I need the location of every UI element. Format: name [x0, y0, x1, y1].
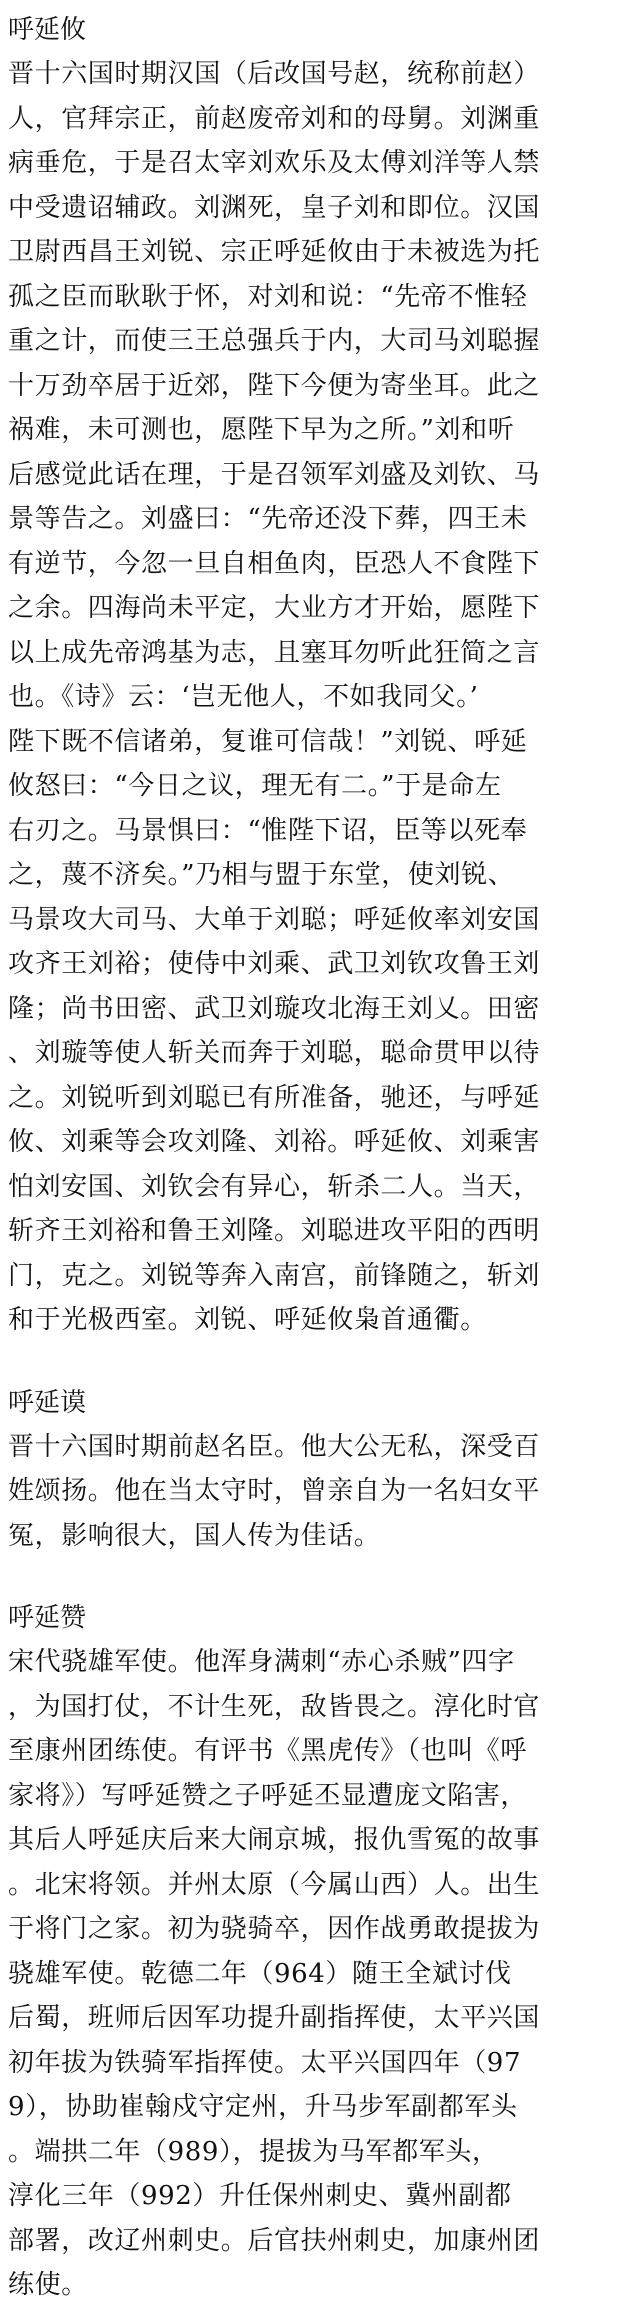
- text-line: 家将》）写呼延赞之子呼延丕显遭庞文陷害，: [8, 1780, 528, 1811]
- text-line: 之余。四海尚未平定，大业方才开始，愿陛下: [8, 593, 541, 623]
- text-line: 后蜀，班师后因军功提升副指挥使，太平兴国: [8, 2003, 541, 2033]
- entry-body: [8, 52, 634, 1343]
- text-line: 中受遗诏辅政。刘渊死，皇子刘和即位。汉国: [8, 192, 541, 223]
- text-line: 有逆节，今忽一旦自相鱼肉，臣恐人不食陛下: [8, 548, 541, 579]
- text-line: 宋代骁雄军使。他浑身满刺“赤心杀贼”四字: [8, 1647, 515, 1677]
- text-line: 其后人呼延庆后来大闹京城，报仇雪冤的故事: [8, 1825, 541, 1855]
- entry-huyan-you: [8, 8, 634, 1343]
- entry-title: 呼延谟: [8, 1387, 87, 1418]
- text-line: 也。《诗》云：‘岂无他人，不如我同父。’: [8, 682, 479, 712]
- text-line: 隆；尚书田密、武卫刘璇攻北海王刘乂。田密: [8, 993, 541, 1024]
- entry-body: [8, 1640, 634, 2308]
- entry-huyan-mo: [8, 1381, 634, 1559]
- text-line: 、刘璇等使人斩关而奔于刘聪，聪命贯甲以待: [8, 1038, 541, 1068]
- text-line: 孤之臣而耿耿于怀，对刘和说：“先帝不惟轻: [8, 281, 528, 312]
- text-line: 祸难，未可测也，愿陛下早为之所。”刘和听: [8, 415, 515, 445]
- entry-title: 呼延赞: [8, 1603, 87, 1633]
- entry-huyan-zan: [8, 1596, 634, 2308]
- text-line: 冤，影响很大，国人传为佳话。: [8, 1520, 381, 1551]
- text-line: 怕刘安国、刘钦会有异心，斩杀二人。当天，: [8, 1171, 541, 1202]
- text-line: 姓颂扬。他在当太守时，曾亲自为一名妇女平: [8, 1476, 541, 1506]
- text-line: 部署，改辽州刺史。后官扶州刺史，加康州团: [8, 2225, 541, 2256]
- text-line: 攸怒曰：“今日之议，理无有二。”于是命左: [8, 771, 502, 801]
- text-line: 十万劲卒居于近郊，陛下今便为寄坐耳。此之: [8, 370, 541, 401]
- text-line: 。端拱二年（989），提拔为马军都军头，: [8, 2136, 499, 2167]
- text-line: 景等告之。刘盛曰：“先帝还没下葬，四王未: [8, 504, 528, 534]
- text-line: 卫尉西昌王刘锐、宗正呼延攸由于未被选为托: [8, 237, 541, 267]
- text-line: 门，克之。刘锐等奔入南宫，前锋随之，斩刘: [8, 1260, 541, 1291]
- text-line: 。北宋将领。并州太原（今属山西）人。出生: [8, 1869, 541, 1900]
- entry-body: [8, 1425, 634, 1559]
- text-line: 淳化三年（992）升任保州刺史、冀州副都: [8, 2181, 512, 2211]
- text-line: 马景攻大司马、大单于刘聪；呼延攸率刘安国: [8, 904, 541, 935]
- text-line: 之。刘锐听到刘聪已有所准备，驰还，与呼延: [8, 1082, 541, 1113]
- text-line: 晋十六国时期汉国（后改国号赵，统称前赵）: [8, 59, 541, 89]
- text-line: 重之计，而使三王总强兵于内，大司马刘聪握: [8, 326, 541, 356]
- text-line: 病垂危，于是召太宰刘欢乐及太傅刘洋等人禁: [8, 148, 541, 178]
- text-line: 攸、刘乘等会攻刘隆、刘裕。呼延攸、刘乘害: [8, 1127, 541, 1157]
- text-line: 右刃之。马景惧曰：“惟陛下诏，臣等以死奉: [8, 815, 528, 846]
- text-line: 和于光极西室。刘锐、呼延攸枭首通衢。: [8, 1305, 487, 1335]
- text-line: 初年拔为铁骑军指挥使。太平兴国四年（97: [8, 2047, 522, 2078]
- entry-title: 呼延攸: [8, 15, 87, 45]
- text-line: 陛下既不信诸弟，复谁可信哉！”刘锐、呼延: [8, 726, 528, 757]
- text-line: 于将门之家。初为骁骑卒，因作战勇敢提拔为: [8, 1914, 541, 1944]
- text-line: 人，官拜宗正，前赵废帝刘和的母舅。刘渊重: [8, 103, 541, 134]
- text-line: 骁雄军使。乾德二年（964）随王全斌讨伐: [8, 1958, 512, 1989]
- text-line: 练使。: [8, 2270, 88, 2300]
- text-line: 攻齐王刘裕；使侍中刘乘、武卫刘钦攻鲁王刘: [8, 949, 541, 979]
- text-line: 斩齐王刘裕和鲁王刘隆。刘聪进攻平阳的西明: [8, 1216, 541, 1246]
- text-line: 之，蔑不济矣。”乃相与盟于东堂，使刘锐、: [8, 860, 515, 890]
- text-line: 以上成先帝鸿基为志，且塞耳勿听此狂简之言: [8, 637, 541, 668]
- text-line: 后感觉此话在理，于是召领军刘盛及刘钦、马: [8, 459, 541, 490]
- text-line: 晋十六国时期前赵名臣。他大公无私，深受百: [8, 1431, 541, 1462]
- text-line: ，为国打仗，不计生死，敌皆畏之。淳化时官: [8, 1691, 541, 1722]
- text-line: 9），协助崔翰戍守定州，升马步军副都军头: [8, 2092, 518, 2122]
- text-line: 至康州团练使。有评书《黑虎传》（也叫《呼: [8, 1736, 528, 1766]
